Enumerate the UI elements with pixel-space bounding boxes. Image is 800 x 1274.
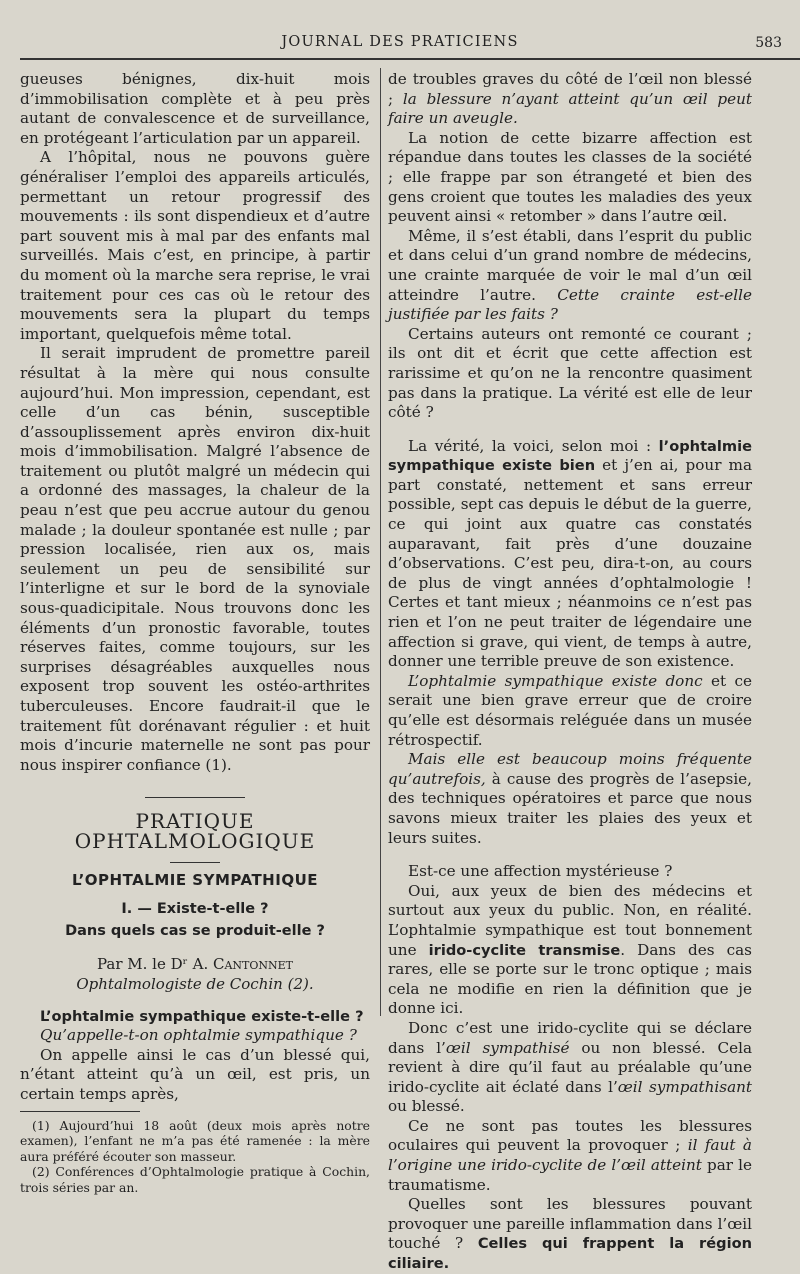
section-rule-small (170, 862, 220, 863)
right-p9-bold: irido-cyclite transmise (428, 941, 621, 959)
right-paragraph-2: La notion de cette bizarre affection est répandue dans toutes les classes de la société ; elle frappe par son étrangeté et bien des gens croient que toutes les maladies des yeux peuvent ainsi « retomber » dans l’autre œil. (388, 128, 752, 226)
right-p12-text: Quelles sont les blessures pouvant provoquer une pareille inflammation dans l’œil touché ? (388, 1195, 752, 1253)
right-paragraph-12 (388, 1195, 752, 1273)
question-heading-2 (20, 1026, 370, 1046)
question-heading-1: L’ophtalmie sympathique existe-t-elle ? (40, 1007, 364, 1025)
left-paragraph-3: Il serait imprudent de promettre pareil résultat à la mère qui nous consulte aujourd’hui. Mon impression, cependant, est celle d’un cas bénin, susceptible d’assouplissement après environ dix-huit mois d’immobilisation. Malgré l’absence de traitement ou plutôt malgré un médecin qui a ordonné des massages, la chaleur de la peau n’est que peu accrue autour du genou malade ; la douleur spontanée est nulle ; par pression localisée, rien aux os, mais seulement un peu de sensibilité sur l’interligne et sur le bord de la synoviale sous-quadicipitale. Nous trouvons donc les éléments d’un pronostic favorable, toutes réserves faites, comme toujours, sur les surprises désagréables auxquelles nous exposent trop souvent les ostéo-arthrites tuberculeuses. Encore faudrait-il que le traitement fût dorénavant régulier : et huit mois d’incurie maternelle ne sont pas pour nous inspirer confiance (1). (20, 344, 370, 774)
right-p10-text-e: ou blessé. (388, 1097, 465, 1116)
question-heading-2-text: Qu’appelle-t-on ophtalmie sympathique ? (40, 1026, 357, 1045)
footnote-rule (20, 1111, 140, 1112)
right-p12-bold: Celles qui frappent la région ciliaire. (388, 1235, 752, 1273)
left-paragraph-2: A l’hôpital, nous ne pouvons guère généraliser l’emploi des appareils articulés, permettant un retour progressif des mouvements : ils sont dispendieux et d’autre part souvent mis à mal par des enfants mal surveillés. Mais c’est, en principe, à partir du moment où la marche sera reprise, le vrai traitement pour ces cas où le retour des mouvements sera la plupart du temps important, quelquefois même total. (20, 148, 370, 343)
article-subtitle-2: Dans quels cas se produit-elle ? (65, 922, 325, 939)
byline-prefix: Par M. le Dʳ A. (96, 955, 213, 974)
section-title: PRATIQUE OPHTALMOLOGIQUE (74, 809, 316, 853)
right-paragraph-11 (388, 1117, 752, 1195)
right-p11-text-a: Ce ne sont pas toutes les blessures oculaires qui peuvent la provoquer ; (388, 1116, 752, 1155)
right-p6-emphasis: L’ophtalmie sympathique existe donc (408, 671, 703, 690)
running-title: JOURNAL DES PRATICIENS (281, 34, 519, 50)
right-p5-bold: l’ophtalmie sympathique existe bien (388, 437, 752, 475)
right-paragraph-1 (388, 70, 752, 129)
page-header (0, 34, 800, 54)
right-p3-text: Même, il s’est établi, dans l’esprit du public et dans celui d’un grand nombre de médecins, une crainte marquée de voir le mal d’un œil atteindre l’autre. (388, 226, 752, 304)
right-paragraph-7 (388, 750, 752, 848)
section-rule (145, 797, 245, 798)
right-p1-emphasis: la blessure n’ayant atteint qu’un œil peut faire un aveugle. (388, 89, 752, 128)
right-p6-text: et ce serait une bien grave erreur que de croire qu’elle est désormais reléguée dans un musée rétrospectif. (388, 671, 752, 749)
byline (20, 955, 370, 975)
right-paragraph-3 (388, 227, 752, 325)
right-p5-text-a: La vérité, la voici, selon moi : (408, 436, 659, 455)
right-p3-emphasis: Cette crainte est-elle justifiée par les faits ? (388, 285, 752, 324)
right-paragraph-10 (388, 1019, 752, 1117)
article-title: L’OPHTALMIE SYMPATHIQUE (71, 870, 318, 889)
column-divider (380, 68, 381, 1016)
right-p9-text-c: . Dans des cas rares, elle se porte sur le tronc optique ; mais cela ne modifie en rien la définition que je donne ici. (388, 940, 752, 1018)
header-rule (20, 58, 800, 60)
left-paragraph-4: On appelle ainsi le cas d’un blessé qui, n’étant atteint qu’à un œil, est pris, un certain temps après, (20, 1045, 370, 1103)
right-p7-emphasis: Mais elle est beaucoup moins fréquente qu’autrefois, (388, 750, 752, 788)
author-name: Cantonnet (212, 955, 294, 974)
left-paragraph-1: gueuses bénignes, dix-huit mois d’immobilisation complète et à peu près autant de convalescence et de surveillance, en protégeant l’articulation par un appareil. (20, 70, 370, 147)
right-p5-text-c: et j’en ai, pour ma part constaté, nettement et sans erreur possible, sept cas depuis le début de la guerre, ce qui joint aux quatre cas constatés auparavant, fait près d’une douzaine d’observations. C’est peu, dira-t-on, au cours de plus de vingt années d’ophtalmologie ! Certes et tant mieux ; néanmoins ce n’est pas rien et l’on ne peut traiter de légendaire une affection si grave, qui vient, de temps à autre, donner une terrible preuve de son existence. (388, 456, 753, 671)
right-p9-text-a: Oui, aux yeux de bien des médecins et surtout aux yeux du public. Non, en réalité. L’ophtalmie sympathique est tout bonnement une (388, 881, 752, 959)
right-p1-text: de troubles graves du côté de l’œil non blessé ; (388, 70, 752, 108)
footnote-1: (1) Aujourd’hui 18 août (deux mois après notre examen), l’enfant ne m’a pas été ramenée : la mère aura préféré écouter son masseur. (20, 1117, 370, 1164)
right-p10-text-c: ou non blessé. Cela revient à dire qu’il faut au préalable qu’une irido-cyclite ait éclaté dans l’ (388, 1038, 752, 1096)
right-column (388, 70, 752, 1274)
right-paragraph-4: Certains auteurs ont remonté ce courant ; ils ont dit et écrit que cette affection est rarissime et qu’on ne la rencontre quasiment pas dans la pratique. La vérité est elle de leur côté ? (388, 324, 752, 422)
page-number: 583 (755, 35, 782, 51)
author-affiliation: Ophtalmologiste de Cochin (2). (76, 974, 314, 993)
right-p10-emphasis-b: œil sympathisé (445, 1038, 570, 1057)
right-p10-emphasis-d: œil sympathisant (617, 1077, 753, 1096)
footnote-2: (2) Conférences d’Ophtalmologie pratique à Cochin, trois séries par an. (20, 1164, 370, 1195)
right-paragraph-8: Est-ce une affection mystérieuse ? (408, 862, 673, 881)
right-p11-emphasis: il faut à l’origine une irido-cyclite de l’œil atteint (388, 1136, 752, 1175)
right-paragraph-5 (388, 437, 752, 672)
right-paragraph-9 (388, 882, 752, 1019)
right-p11-text-c: par le traumatisme. (388, 1156, 752, 1194)
right-p7-text: à cause des progrès de l’asepsie, des techniques opératoires et parce que nous savons mieux traiter les plaies des yeux et leurs suites. (388, 769, 752, 847)
left-column (20, 70, 370, 1195)
right-p10-text-a: Donc c’est une irido-cyclite qui se déclare dans l’ (388, 1018, 752, 1057)
article-subtitle-1: I. — Existe-t-elle ? (121, 901, 269, 918)
right-paragraph-6 (388, 672, 752, 750)
